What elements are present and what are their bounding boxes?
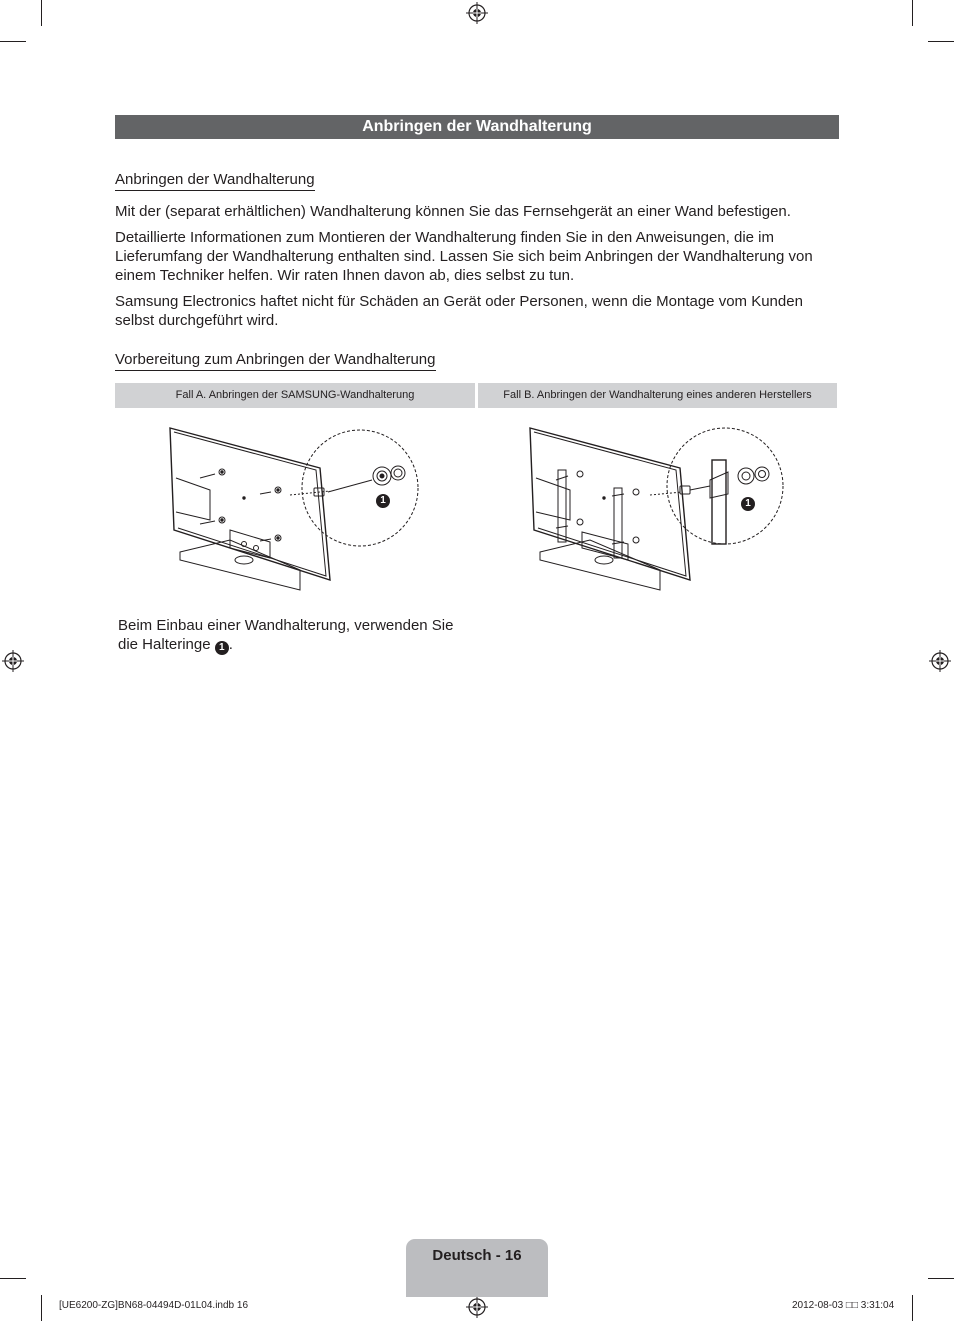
- crop-mark: [912, 1295, 913, 1321]
- case-b-header: Fall B. Anbringen der Wandhalterung eines anderen Herstellers: [478, 383, 837, 408]
- file-info: [UE6200-ZG]BN68-04494D-01L04.indb 16: [59, 1300, 249, 1311]
- note-end: .: [228, 636, 233, 653]
- paragraph-liability: Samsung Electronics haftet nicht für Schäden an Gerät oder Personen, wenn die Montage vom Kunden selbst durchgeführt wird.: [115, 293, 803, 329]
- registration-mark-bottom-icon: [466, 1296, 488, 1318]
- section-title: Anbringen der Wandhalterung: [115, 115, 839, 139]
- registration-mark-left-icon: [2, 650, 24, 672]
- crop-mark: [0, 41, 26, 42]
- crop-mark: [912, 0, 913, 26]
- subheading-wall-mount: Anbringen der Wandhalterung: [115, 171, 315, 191]
- callout-1-icon: 1: [376, 494, 390, 508]
- note-callout-icon: 1: [215, 641, 229, 655]
- callout-1-icon-b: 1: [741, 497, 755, 511]
- crop-mark: [41, 0, 42, 26]
- note-retaining-rings: [118, 616, 468, 655]
- timestamp: 2012-08-03 □□ 3:31:04: [792, 1300, 895, 1311]
- crop-mark: [0, 1278, 26, 1279]
- subheading-preparation: Vorbereitung zum Anbringen der Wandhalterung: [115, 351, 436, 371]
- crop-mark: [41, 1295, 42, 1321]
- paragraph-intro: Mit der (separat erhältlichen) Wandhalterung können Sie das Fernsehgerät an einer Wand befestigen.: [115, 203, 791, 220]
- registration-mark-right-icon: [929, 650, 951, 672]
- case-a-header: Fall A. Anbringen der SAMSUNG-Wandhalterung: [115, 383, 475, 408]
- page-label: Deutsch - 16: [432, 1247, 522, 1264]
- registration-mark-top-icon: [466, 2, 488, 24]
- crop-mark: [928, 41, 954, 42]
- note-text: Beim Einbau einer Wandhalterung, verwenden Sie die Halteringe: [118, 617, 454, 653]
- illustration-samsung-mount: [160, 420, 430, 600]
- paragraph-details: Detaillierte Informationen zum Montieren der Wandhalterung finden Sie in den Anweisungen, die im Lieferumfang der Wandhalterung enthalten sind. Lassen Sie sich beim Anbringen der Wandhalterung von einem Techniker helfen. Wir raten Ihnen davon ab, dies selbst zu tun.: [115, 229, 813, 284]
- page-number-tab: [406, 1239, 548, 1297]
- crop-mark: [928, 1278, 954, 1279]
